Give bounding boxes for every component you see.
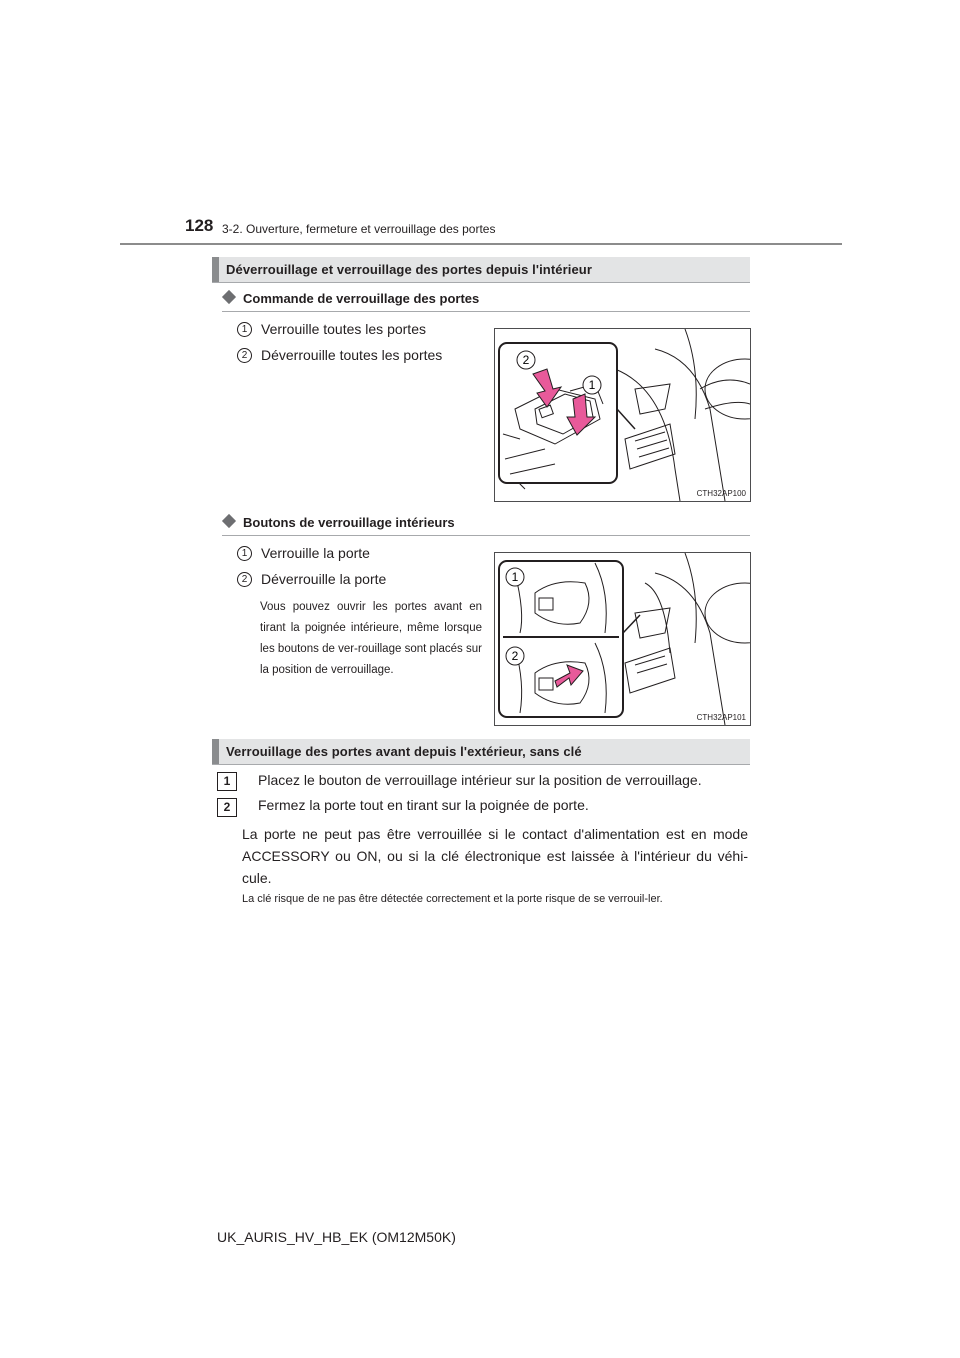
section-marker bbox=[212, 257, 219, 282]
subheading-text: Boutons de verrouillage intérieurs bbox=[243, 515, 455, 530]
figure-callout: 1 bbox=[588, 378, 596, 392]
figure-callout: 2 bbox=[522, 353, 530, 367]
list-item-text: Déverrouille la porte bbox=[261, 571, 387, 587]
subheading-rule bbox=[222, 311, 750, 312]
callout-number: 1 bbox=[237, 546, 252, 561]
step-text: Placez le bouton de verrouillage intérieur sur la position de verrouillage. bbox=[258, 772, 702, 788]
figure-door-lock-switch bbox=[494, 328, 751, 502]
section-heading-exterior-locking bbox=[212, 739, 750, 765]
note-paragraph: Vous pouvez ouvrir les portes avant en tirant la poignée intérieure, même lorsque les boutons de ver-rouillage sont placés sur la position de verrouillage. bbox=[260, 601, 482, 676]
section-heading-interior-locking bbox=[212, 257, 750, 283]
subheading-lock-switch bbox=[222, 291, 479, 306]
door-lock-switch-illustration bbox=[495, 329, 750, 501]
page-number: 128 bbox=[185, 216, 214, 235]
step-text: Fermez la porte tout en tirant sur la poignée de porte. bbox=[258, 797, 589, 813]
header-rule bbox=[120, 243, 842, 245]
diamond-icon bbox=[222, 514, 236, 528]
list-item-text: Verrouille toutes les portes bbox=[261, 321, 426, 337]
section-heading-text: Déverrouillage et verrouillage des portes depuis l'intérieur bbox=[226, 262, 592, 277]
figure-code: CTH32AP100 bbox=[696, 489, 746, 498]
interior-lock-buttons-illustration bbox=[495, 553, 750, 725]
figure-callout: 1 bbox=[511, 570, 519, 584]
callout-number: 1 bbox=[237, 322, 252, 337]
subheading-interior-lock-buttons bbox=[222, 515, 455, 530]
list-item-text: Déverrouille toutes les portes bbox=[261, 347, 443, 363]
body-paragraph: La porte ne peut pas être verrouillée si le contact d'alimentation est en mode ACCESSORY ou ON, ou si la clé électronique est laissée à l'intérieur du véhi-cule. bbox=[242, 826, 748, 886]
figure-interior-lock-buttons bbox=[494, 552, 751, 726]
chapter-title: 3-2. Ouverture, fermeture et verrouillage des portes bbox=[222, 222, 496, 236]
figure-callout: 2 bbox=[511, 649, 519, 663]
subheading-text: Commande de verrouillage des portes bbox=[243, 291, 480, 306]
callout-number: 2 bbox=[237, 572, 252, 587]
small-note-paragraph: La clé risque de ne pas être détectée correctement et la porte risque de se verrouil-ler. bbox=[242, 893, 663, 905]
diamond-icon bbox=[222, 290, 236, 304]
document-id: UK_AURIS_HV_HB_EK (OM12M50K) bbox=[217, 1229, 456, 1245]
step-number: 1 bbox=[217, 772, 237, 791]
callout-number: 2 bbox=[237, 348, 252, 363]
list-item-text: Verrouille la porte bbox=[261, 545, 370, 561]
subheading-rule bbox=[222, 535, 750, 536]
section-marker bbox=[212, 739, 219, 764]
figure-code: CTH32AP101 bbox=[696, 713, 746, 722]
step-number: 2 bbox=[217, 798, 237, 817]
section-heading-text: Verrouillage des portes avant depuis l'extérieur, sans clé bbox=[226, 744, 582, 759]
